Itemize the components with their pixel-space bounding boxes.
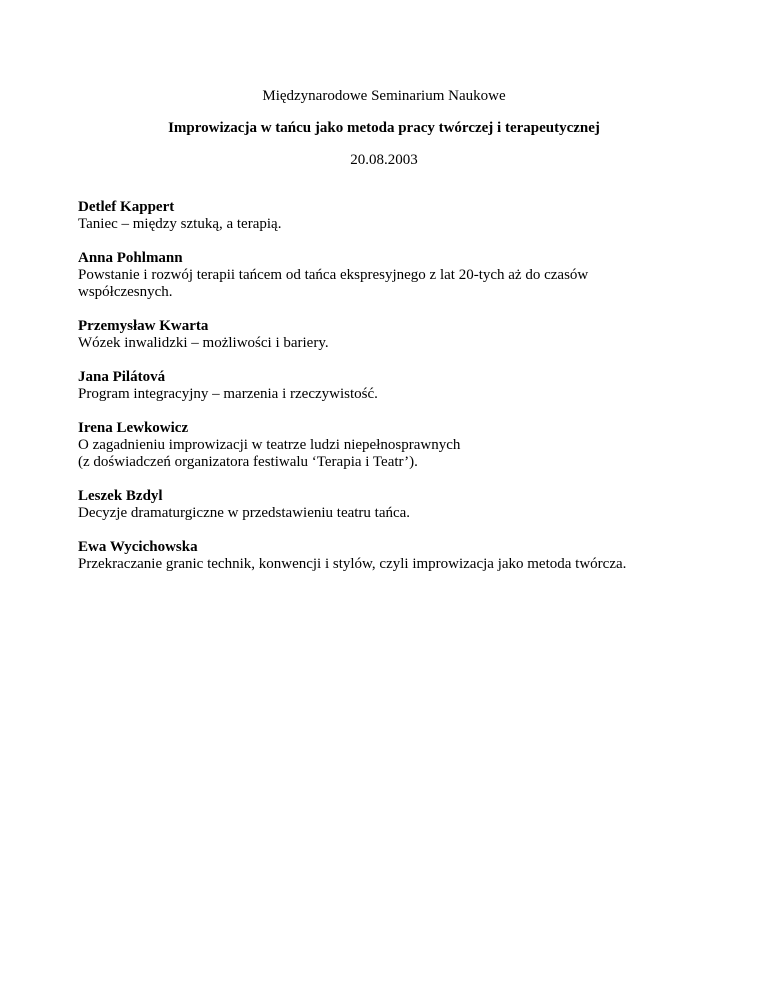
author-name: Leszek Bzdyl: [78, 488, 163, 504]
presentation-title: Decyzje dramaturgiczne w przedstawieniu teatru tańca.: [78, 505, 411, 521]
presentation-title-continued: (z doświadczeń organizatora festiwalu ‘Terapia i Teatr’).: [78, 454, 418, 470]
presentation-entry: [78, 318, 718, 352]
presentation-entry: [78, 488, 718, 522]
author-name: Anna Pohlmann: [78, 250, 183, 266]
presentation-title: O zagadnieniu improwizacji w teatrze ludzi niepełnosprawnych: [78, 437, 461, 453]
author-name: Irena Lewkowicz: [78, 420, 189, 436]
seminar-title: Międzynarodowe Seminarium Naukowe: [262, 88, 506, 104]
author-name: Przemysław Kwarta: [78, 318, 209, 334]
seminar-date: 20.08.2003: [350, 152, 418, 168]
presentation-entry: [78, 539, 718, 573]
presentation-title: Wózek inwalidzki – możliwości i bariery.: [78, 335, 329, 351]
presentation-title: Taniec – między sztuką, a terapią.: [78, 216, 282, 232]
author-name: Jana Pilátová: [78, 369, 166, 385]
presentation-entry: [78, 199, 718, 233]
seminar-topic: Improwizacja w tańcu jako metoda pracy twórczej i terapeutycznej: [168, 120, 600, 136]
presentation-entry: [78, 369, 718, 403]
presentation-list: [78, 199, 718, 590]
presentation-title: Przekraczanie granic technik, konwencji i stylów, czyli improwizacja jako metoda twórcza.: [78, 556, 627, 572]
author-name: Detlef Kappert: [78, 199, 175, 215]
presentation-entry: [78, 420, 718, 471]
presentation-title: Program integracyjny – marzenia i rzeczywistość.: [78, 386, 378, 402]
presentation-title-continued: współczesnych.: [78, 284, 173, 300]
author-name: Ewa Wycichowska: [78, 539, 198, 555]
presentation-entry: [78, 250, 718, 301]
presentation-title: Powstanie i rozwój terapii tańcem od tańca ekspresyjnego z lat 20-tych aż do czasów: [78, 267, 589, 283]
